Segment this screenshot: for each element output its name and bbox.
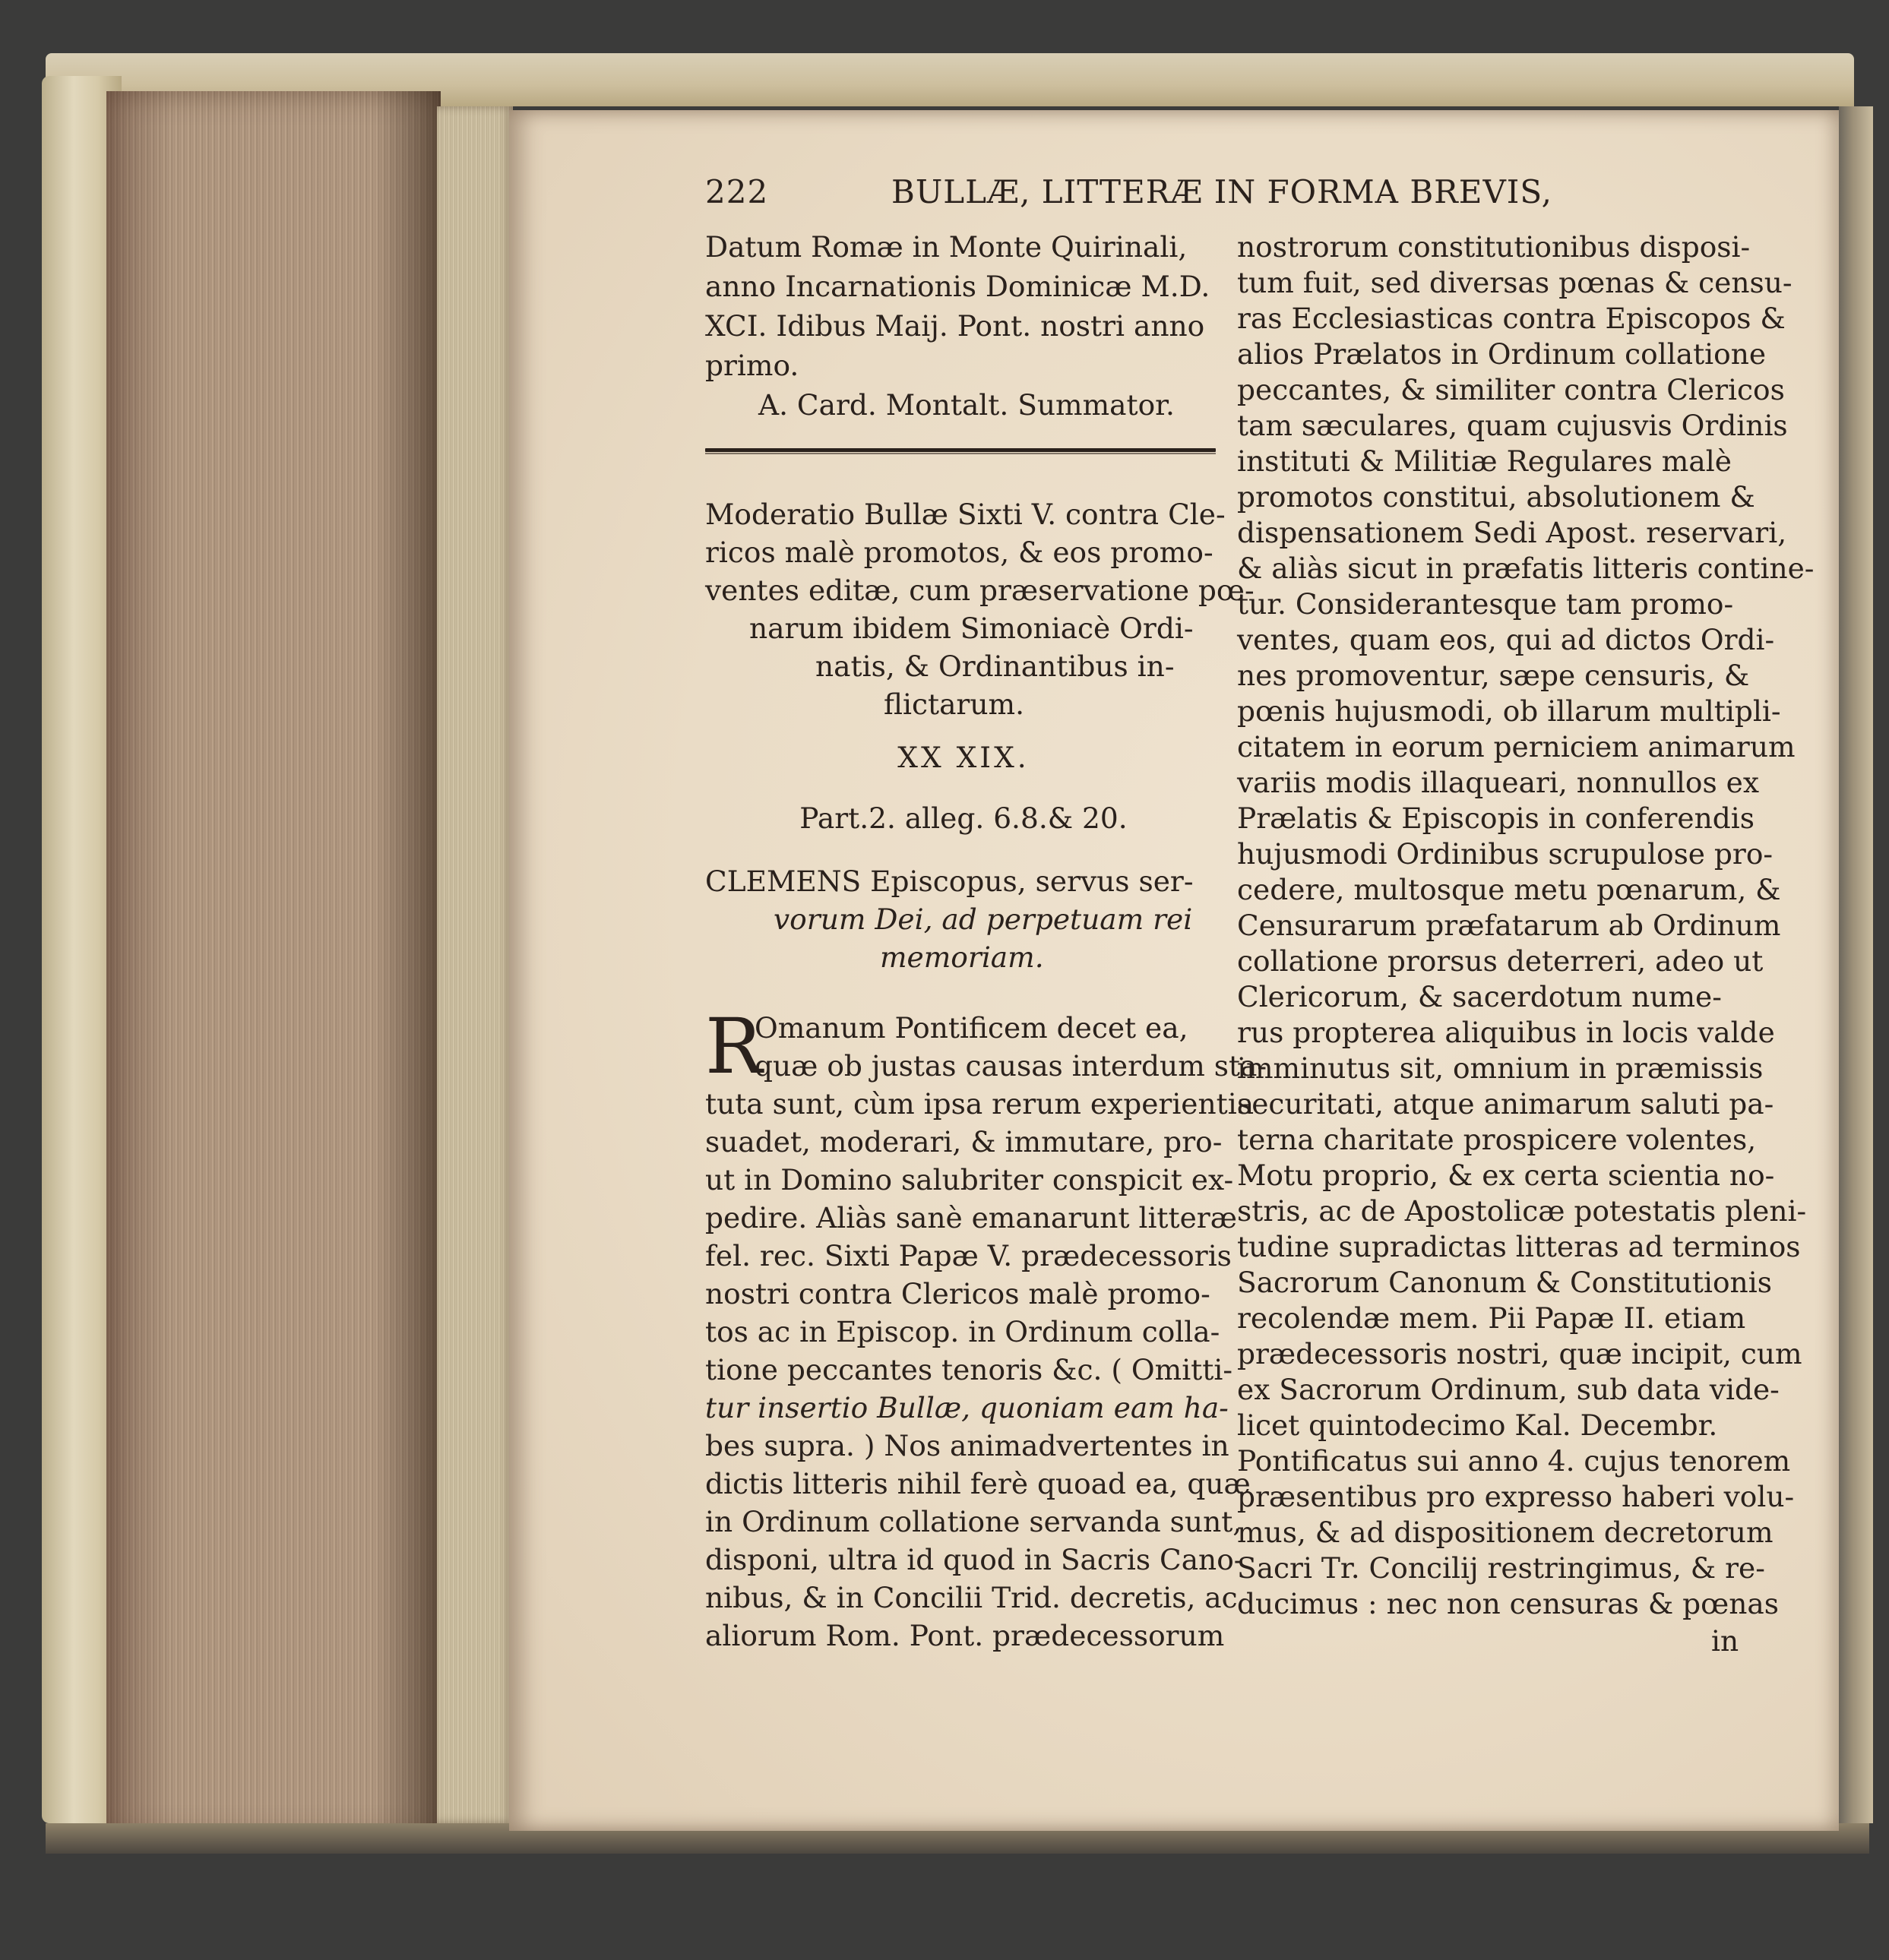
body-line: Prælatis & Episcopis in conferendis [1237,801,1755,835]
body-line: tur insertio Bullæ, quoniam eam ha- [705,1391,1229,1424]
body-line: licet quintodecimo Kal. Decembr. [1237,1408,1718,1442]
body-line: imminutus sit, omnium in præmissis [1237,1051,1764,1085]
body-line: tum fuit, sed diversas pœnas & censu- [1237,266,1792,299]
dating-line: Datum Romæ in Monte Quirinali, [705,230,1188,264]
body-line: Pontificatus sui anno 4. cujus tenorem [1237,1444,1791,1478]
body-line: tam sæculares, quam cujusvis Ordinis [1237,409,1788,442]
summary-line: flictarum. [884,688,1024,721]
body-line: tudine supradictas litteras ad terminos [1237,1230,1801,1263]
body-line: ventes, quam eos, qui ad dictos Ordi- [1237,623,1775,656]
body-line: tuta sunt, cùm ipsa rerum experientia [705,1087,1255,1121]
body-line: aliorum Rom. Pont. prædecessorum [705,1619,1225,1652]
body-line: recolendæ mem. Pii Papæ II. etiam [1237,1301,1746,1335]
body-line: cedere, multosque metu pœnarum, & [1237,873,1781,906]
body-line: ut in Domino salubriter conspicit ex- [705,1163,1234,1197]
body-line: prædecessoris nostri, quæ incipit, cum [1237,1337,1802,1370]
page-edges [106,91,441,1838]
gutter [437,106,513,1823]
body-line: ex Sacrorum Ordinum, sub data vide- [1237,1373,1780,1406]
body-line: Motu proprio, & ex certa scientia no- [1237,1159,1775,1192]
running-header [705,173,1564,222]
body-line: nostri contra Clericos malè promo- [705,1277,1210,1310]
body-line: dispensationem Sedi Apost. reservari, [1237,516,1787,549]
body-line: nes promoventur, sæpe censuris, & [1237,659,1750,692]
body-line: nostrorum constitutionibus disposi- [1237,230,1751,264]
body-line: Sacri Tr. Concilij restringimus, & re- [1237,1551,1765,1585]
facing-page-edge [1839,106,1873,1823]
body-line: disponi, ultra id quod in Sacris Cano- [705,1543,1244,1576]
body-line: stris, ac de Apostolicæ potestatis pleni- [1237,1194,1807,1228]
body-line: peccantes, & similiter contra Clericos [1237,373,1785,406]
salutation-line: CLEMENS Episcopus, servus ser- [705,865,1194,898]
body-line: collatione prorsus deterreri, adeo ut [1237,944,1764,978]
running-title: BULLÆ, LITTERÆ IN FORMA BREVIS, [891,173,1553,210]
summary-line: ricos malè promotos, & eos promo- [705,536,1213,569]
document-number: XX XIX. [897,741,1030,774]
body-line: citatem in eorum perniciem animarum [1237,730,1796,763]
body-line: variis modis illaqueari, nonnullos ex [1237,766,1759,799]
body-line: hujusmodi Ordinibus scrupulose pro- [1237,837,1774,871]
body-line: terna charitate prospicere volentes, [1237,1123,1757,1156]
body-line: pedire. Aliàs sanè emanarunt litteræ [705,1201,1237,1234]
signature: A. Card. Montalt. Summator. [758,388,1175,422]
body-line: securitati, atque animarum saluti pa- [1237,1087,1774,1121]
page-number: 222 [705,173,769,210]
body-line: ras Ecclesiasticas contra Episcopos & [1237,302,1786,335]
body-line: nibus, & in Concilii Trid. decretis, ac [705,1581,1238,1614]
body-line: dictis litteris nihil ferè quoad ea, quæ [705,1467,1251,1500]
body-line: Clericorum, & sacerdotum nume- [1237,980,1722,1013]
dating-line: XCI. Idibus Maij. Pont. nostri anno [705,309,1205,343]
body-line: tos ac in Episcop. in Ordinum colla- [705,1315,1220,1348]
body-line: mus, & ad dispositionem decretorum [1237,1516,1774,1549]
body-line: tione peccantes tenoris &c. ( Omitti- [705,1353,1232,1386]
body-line: rus propterea aliquibus in locis valde [1237,1016,1775,1049]
salutation-line: vorum Dei, ad perpetuam rei [774,903,1193,936]
reference-line: Part.2. alleg. 6.8.& 20. [799,801,1128,835]
body-line: alios Prælatos in Ordinum collatione [1237,337,1767,371]
dating-line: primo. [705,349,799,382]
body-line: pœnis hujusmodi, ob illarum multipli- [1237,694,1781,728]
summary-line: Moderatio Bullæ Sixti V. contra Cle- [705,498,1226,531]
section-divider [705,448,1216,452]
body-line: in Ordinum collatione servanda sunt, [705,1505,1242,1538]
body-line: bes supra. ) Nos animadvertentes in [705,1429,1229,1462]
summary-line: natis, & Ordinantibus in- [815,650,1175,683]
body-line: promotos constitui, absolutionem & [1237,480,1755,514]
body-line: instituti & Militiæ Regulares malè [1237,444,1732,478]
body-line: Omanum Pontificem decet ea, [755,1011,1188,1045]
body-line: Censurarum præfatarum ab Ordinum [1237,909,1781,942]
body-line: præsentibus pro expresso haberi volu- [1237,1480,1795,1513]
dating-line: anno Incarnationis Dominicæ M.D. [705,270,1210,303]
body-line: & aliàs sicut in præfatis litteris contine- [1237,552,1815,585]
summary-line: narum ibidem Simoniacè Ordi- [749,612,1194,645]
body-line: Sacrorum Canonum & Constitutionis [1237,1266,1772,1299]
body-line: ducimus : nec non censuras & pœnas [1237,1587,1779,1620]
catchword: in [1711,1624,1739,1658]
drop-cap: R [705,1002,763,1091]
body-line: fel. rec. Sixti Papæ V. prædecessoris [705,1239,1232,1272]
body-line: quæ ob justas causas interdum sta- [755,1049,1267,1083]
salutation-line: memoriam. [880,940,1044,974]
summary-line: ventes editæ, cum præservatione pœ- [705,574,1255,607]
body-line: tur. Considerantesque tam promo- [1237,587,1734,621]
body-line: suadet, moderari, & immutare, pro- [705,1125,1223,1159]
